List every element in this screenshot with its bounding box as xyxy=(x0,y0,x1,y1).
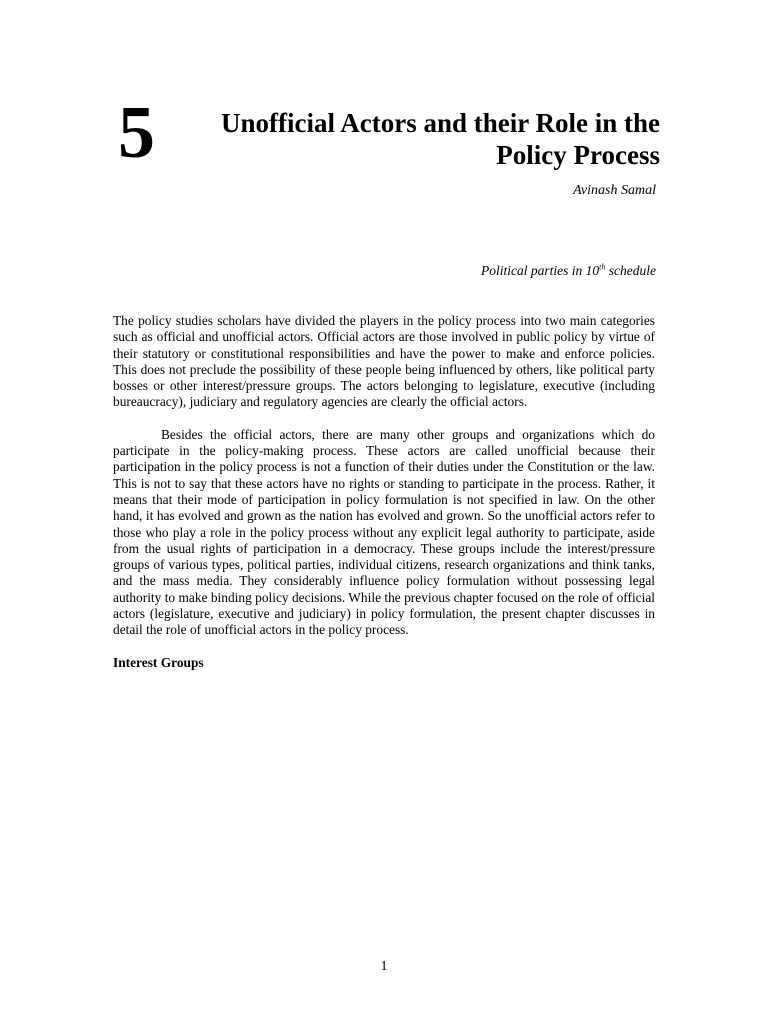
paragraph-1: The policy studies scholars have divided the players in the policy process into two main categories such as official and unofficial actors. Official actors are those involved in public policy by virtue of their statutory or constitutional responsibilities and have the power to make and enforce policies. This does not preclude the possibility of these people being influenced by others, like political party bosses or other interest/pressure groups. The actors belonging to legislature, executive (including bureaucracy), judiciary and regulatory agencies are clearly the official actors. xyxy=(113,313,655,410)
chapter-title xyxy=(190,107,660,171)
chapter-title-line1: Unofficial Actors and their Role in the xyxy=(221,108,660,138)
epigraph-superscript: th xyxy=(599,262,606,272)
epigraph xyxy=(300,263,656,279)
epigraph-text-end: schedule xyxy=(605,263,656,278)
chapter-number: 5 xyxy=(118,92,155,174)
epigraph-text: Political parties in 10 xyxy=(481,263,600,278)
author-name: Avinash Samal xyxy=(573,183,656,198)
page-number: 1 xyxy=(380,959,388,974)
paragraph-2: Besides the official actors, there are many other groups and organizations which do participate in the policy-making process. These actors are called unofficial because their participation in the policy process is not a function of their duties under the Constitution or the law. This is not to say that these actors have no rights or standing to participate in the process. Rather, it means that their mode of participation in policy formulation is not specified in law. On the other hand, it has evolved and grown as the nation has evolved and grown. So the unofficial actors refer to those who play a role in the policy process without any explicit legal authority to participate, aside from the usual rights of participation in a democracy. These groups include the interest/pressure groups of various types, political parties, individual citizens, research organizations and think tanks, and the mass media. They considerably influence policy formulation without possessing legal authority to make binding policy decisions. While the previous chapter focused on the role of official actors (legislature, executive and judiciary) in policy formulation, the present chapter discusses in detail the role of unofficial actors in the policy process. xyxy=(113,426,655,638)
body-text xyxy=(113,313,655,671)
section-heading: Interest Groups xyxy=(113,654,204,670)
chapter-title-line2: Policy Process xyxy=(496,140,660,170)
